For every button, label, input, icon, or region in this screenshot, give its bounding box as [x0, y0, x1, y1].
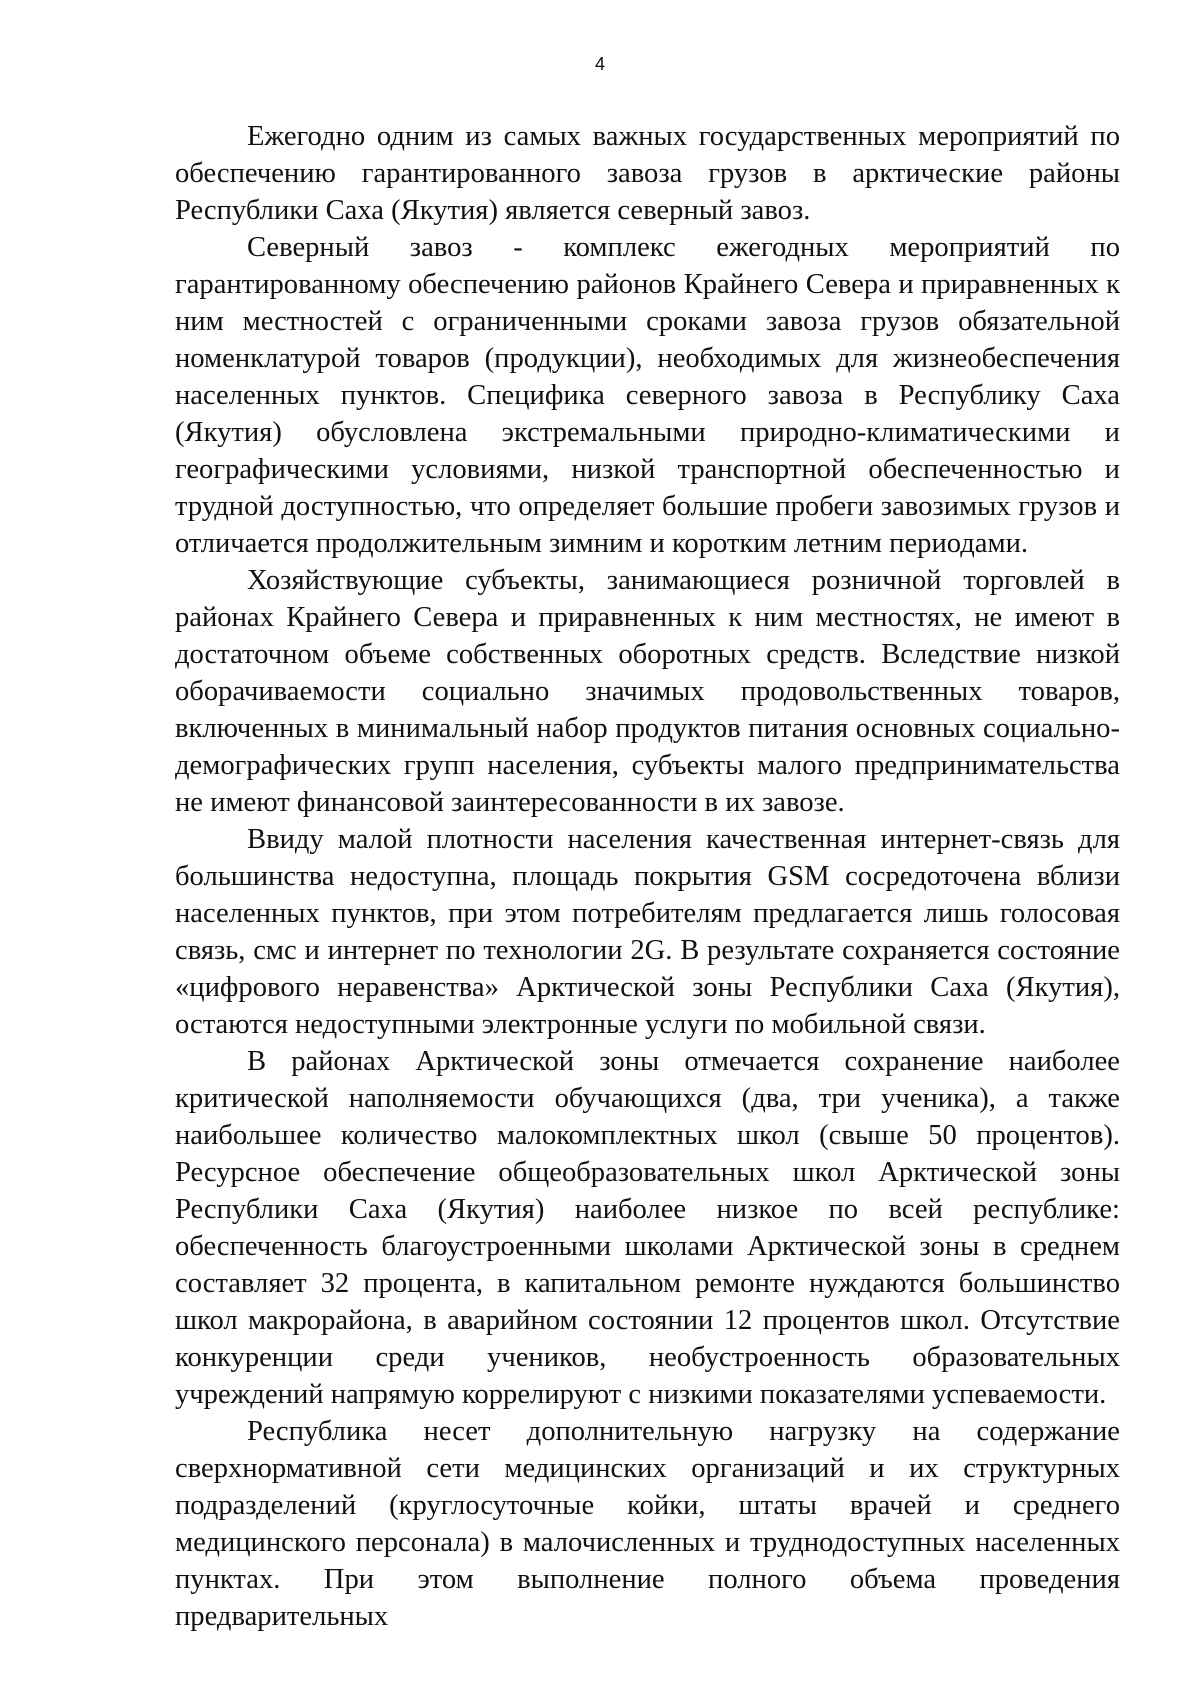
page-number: 4 [594, 54, 605, 74]
paragraph-3: Хозяйствующие субъекты, занимающиеся розничной торговлей в районах Крайнего Севера и приравненных к ним местностях, не имеют в достаточном объеме собственных оборотных средств. Вследствие низкой оборачиваемости социально значимых продовольственных товаров, включенных в минимальный набор продуктов питания основных социально-демографических групп населения, субъекты малого предпринимательства не имеют финансовой заинтересованности в их завозе. [175, 565, 1120, 818]
paragraph-2: Северный завоз - комплекс ежегодных мероприятий по гарантированному обеспечению районов Крайнего Севера и приравненных к ним местностей с ограниченными сроками завоза грузов обязательной номенклатурой товаров (продукции), необходимых для жизнеобеспечения населенных пунктов. Специфика северного завоза в Республику Саха (Якутия) обусловлена экстремальными природно-климатическими и географическими условиями, низкой транспортной обеспеченностью и трудной доступностью, что определяет большие пробеги завозимых грузов и отличается продолжительным зимним и коротким летним периодами. [175, 232, 1120, 559]
paragraph-1: Ежегодно одним из самых важных государственных мероприятий по обеспечению гарантированного завоза грузов в арктические районы Республики Саха (Якутия) является северный завоз. [175, 121, 1120, 226]
paragraph-5: В районах Арктической зоны отмечается сохранение наиболее критической наполняемости обучающихся (два, три ученика), а также наибольшее количество малокомплектных школ (свыше 50 процентов). Ресурсное обеспечение общеобразовательных школ Арктической зоны Республики Саха (Якутия) наиболее низкое по всей республике: обеспеченность благоустроенными школами Арктической зоны в среднем составляет 32 процента, в капитальном ремонте нуждаются большинство школ макрорайона, в аварийном состоянии 12 процентов школ. Отсутствие конкуренции среди учеников, необустроенность образовательных учреждений напрямую коррелируют с низкими показателями успеваемости. [175, 1046, 1120, 1410]
document-body [175, 118, 1120, 1635]
paragraph-4: Ввиду малой плотности населения качественная интернет-связь для большинства недоступна, площадь покрытия GSM сосредоточена вблизи населенных пунктов, при этом потребителям предлагается лишь голосовая связь, смс и интернет по технологии 2G. В результате сохраняется состояние «цифрового неравенства» Арктической зоны Республики Саха (Якутия), остаются недоступными электронные услуги по мобильной связи. [175, 824, 1120, 1040]
paragraph-6: Республика несет дополнительную нагрузку на содержание сверхнормативной сети медицинских организаций и их структурных подразделений (круглосуточные койки, штаты врачей и среднего медицинского персонала) в малочисленных и труднодоступных населенных пунктах. При этом выполнение полного объема проведения предварительных [175, 1416, 1120, 1632]
